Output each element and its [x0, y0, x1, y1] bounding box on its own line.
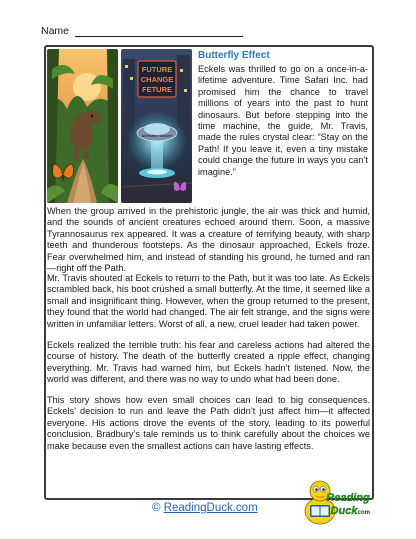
logo-line-2: Duck	[330, 505, 358, 517]
site-link-text: ReadingDuck.com	[163, 502, 258, 514]
sign-line-2: CHANGE	[140, 75, 174, 84]
paragraph-4: Eckels realized the terrible truth: his fear and careless actions had altered the course of history. The death of the butterfly created a ripple effect, changing everything. Mr. Travis had warned him, but Eckels hadn’t listened. Now, the world was different, and there was no way to undo what had been done.	[47, 340, 370, 385]
time-machine-illustration	[121, 49, 192, 203]
paragraph-1: Eckels was thrilled to go on a once-in-a-lifetime adventure. Time Safari Inc. had promised him the chance to travel millions of years into the past to hunt dinosaurs. But before stepping into the time machine, the guide, Mr. Travis, made the rules crystal clear: “Stay on the Path! If you leave it, even a tiny mistake could change the future in ways you can’t imagine.”	[198, 64, 368, 177]
reading-duck-logo	[300, 471, 372, 538]
machine-label: BUTTERFLY EFFECT	[141, 134, 173, 138]
paragraph-5: This story shows how even small choices can lead to big consequences. Eckels’ decision to run and leave the Path didn’t just affect him—it affected everyone. His actions drove the events of the story, leading to its powerful conclusion. Bradbury’s tale reminds us to think carefully about the choices we make because even the smallest actions can have lasting effects.	[47, 395, 370, 451]
name-underline	[75, 26, 243, 37]
logo-line-1: Reading	[326, 492, 370, 504]
sign-line-1: FUTURE	[141, 65, 173, 74]
paragraph-3: Mr. Travis shouted at Eckels to return to the Path, but it was too late. As Eckels scrambled back, his boot crushed a small butterfly. At the time, it seemed like a small and insignificant thing. However, when the group returned to the present, they found that the world had changed. The air felt strange, and the signs were written in unfamiliar letters. Worst of all, a new, cruel leader had taken power.	[47, 273, 370, 329]
copyright-symbol: ©	[152, 502, 161, 514]
name-label: Name	[41, 25, 70, 37]
jungle-illustration	[47, 49, 118, 203]
paragraph-2: When the group arrived in the prehistoric jungle, the air was thick and humid, and the sounds of ancient creatures echoed around them. Soon, a massive Tyrannosaurus rex appeared. It was a creature of terrifying beauty, with sharp teeth and thunderous footsteps. As the dinosaur approached, Eckels froze. Fear overwhelmed him, and instead of standing his ground, he turned and ran—right off the Path.	[47, 206, 370, 274]
name-row	[41, 25, 243, 37]
story-title: Butterfly Effect	[198, 50, 270, 61]
site-link[interactable]	[152, 502, 258, 514]
sign-line-3: FETURE	[142, 85, 172, 94]
logo-suffix: .com	[355, 510, 371, 516]
